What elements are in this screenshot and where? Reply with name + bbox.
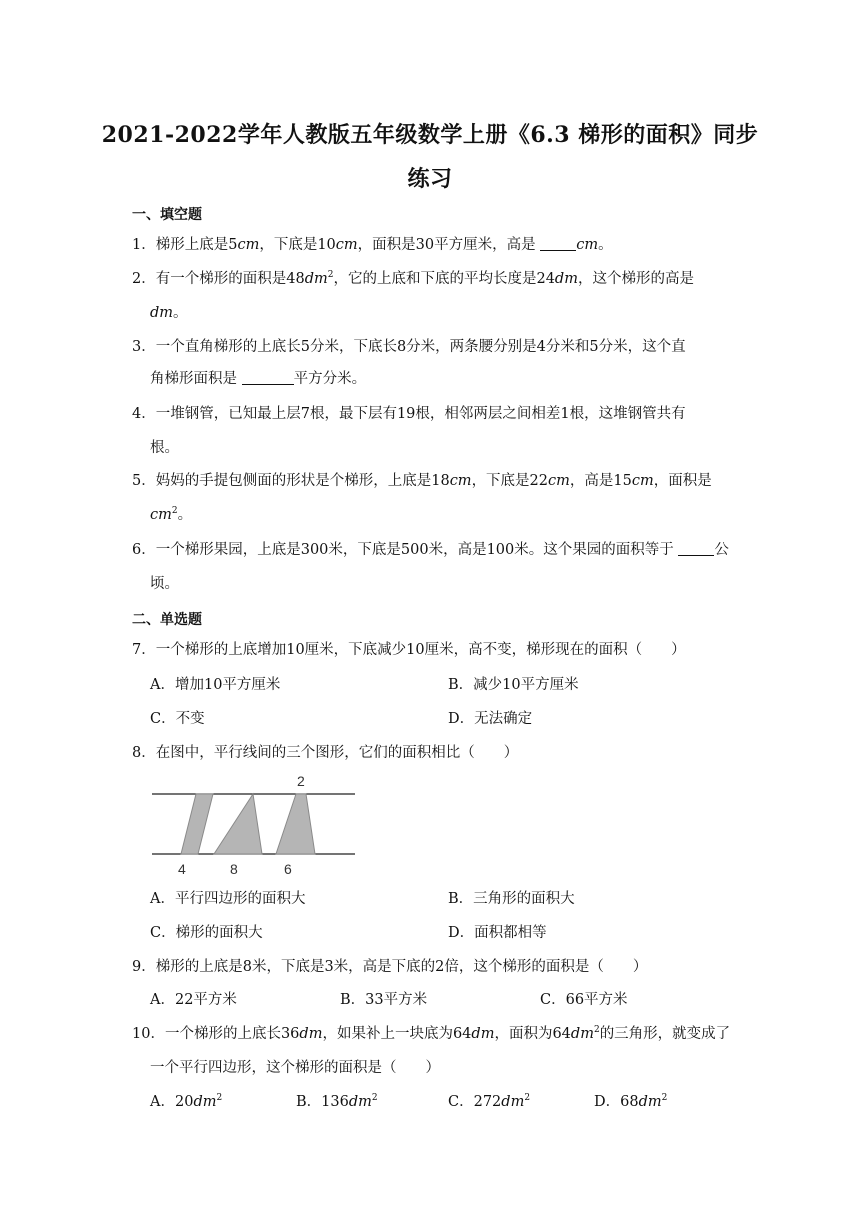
q10-option-c[interactable]: C．$272dm^2$ — [448, 1093, 531, 1110]
q7-option-d[interactable]: D．无法确定 — [448, 711, 533, 727]
q8-option-c[interactable]: C．梯形的面积大 — [150, 925, 263, 941]
q8-option-b[interactable]: B．三角形的面积大 — [448, 891, 575, 907]
page-title-line1: 2021-2022学年人教版五年级数学上册《6.3 梯形的面积》同步 — [101, 122, 759, 148]
question-4-cont: 根。 — [150, 440, 179, 456]
question-8: 8．在图中，平行线间的三个图形，它们的面积相比（ ） — [132, 745, 519, 761]
q9-option-a[interactable]: A．22平方米 — [150, 992, 237, 1008]
trapezoid-shape — [276, 794, 315, 854]
page-title-line2: 练习 — [407, 166, 453, 192]
question-10: 10．一个梯形的上底长36dm，如果补上一块底为64dm，面积为$64dm^2$的三角形，就变成了 — [132, 1025, 731, 1042]
question-3: 3．一个直角梯形的上底长5分米，下底长8分米，两条腰分别是4分米和5分米，这个直 — [132, 339, 686, 355]
triangle-shape — [214, 794, 262, 854]
q9-option-c[interactable]: C．66平方米 — [540, 992, 628, 1008]
question-4: 4．一堆钢管，已知最上层7根，最下层有19根，相邻两层之间相差1根，这堆钢管共有 — [132, 406, 686, 422]
question-2-cont: dm。 — [150, 305, 188, 321]
question-10-cont: 一个平行四边形，这个梯形的面积是（ ） — [150, 1060, 440, 1076]
q10-option-a[interactable]: A．$20dm^2$ — [150, 1093, 223, 1110]
question-9: 9．梯形的上底是8米，下底是3米，高是下底的2倍，这个梯形的面积是（ ） — [132, 959, 648, 975]
question-2: 2．有一个梯形的面积是$48dm^2$，它的上底和下底的平均长度是24dm，这个梯形的高是 — [132, 270, 694, 287]
section-fill-in: 一、填空题 — [132, 207, 202, 223]
q9-option-b[interactable]: B．33平方米 — [340, 992, 428, 1008]
q7-option-c[interactable]: C．不变 — [150, 711, 205, 727]
q10-option-b[interactable]: B．$136dm^2$ — [296, 1093, 378, 1110]
parallelogram-shape — [181, 794, 213, 854]
answer-blank-1[interactable] — [540, 236, 576, 251]
question-3-cont: 角梯形面积是 平方分米。 — [150, 371, 367, 387]
question-6-cont: 顷。 — [150, 576, 179, 592]
label-bottom-4: 4 — [178, 861, 186, 877]
parallel-lines-figure — [150, 770, 360, 880]
section-single-choice: 二、单选题 — [132, 612, 202, 628]
q7-option-a[interactable]: A．增加10平方厘米 — [150, 677, 281, 693]
label-bottom-8: 8 — [230, 861, 238, 877]
label-bottom-6: 6 — [284, 861, 292, 877]
q8-option-d[interactable]: D．面积都相等 — [448, 925, 547, 941]
question-5: 5．妈妈的手提包侧面的形状是个梯形，上底是18cm，下底是22cm，高是15cm，面积是 — [132, 473, 712, 489]
question-5-cont: $cm^2$。 — [150, 506, 193, 523]
q10-option-d[interactable]: D．$68dm^2$ — [594, 1093, 668, 1110]
answer-blank-6[interactable] — [678, 541, 714, 556]
label-top-2: 2 — [297, 773, 305, 789]
q8-option-a[interactable]: A．平行四边形的面积大 — [150, 891, 306, 907]
answer-blank-3[interactable] — [242, 370, 294, 385]
question-7: 7．一个梯形的上底增加10厘米，下底减少10厘米，高不变，梯形现在的面积（ ） — [132, 642, 686, 658]
question-1: 1．梯形上底是5cm，下底是10cm，面积是30平方厘米，高是 cm。 — [132, 237, 613, 253]
q7-option-b[interactable]: B．减少10平方厘米 — [448, 677, 579, 693]
question-6: 6．一个梯形果园，上底是300米，下底是500米，高是100米。这个果园的面积等于 公 — [132, 542, 729, 558]
